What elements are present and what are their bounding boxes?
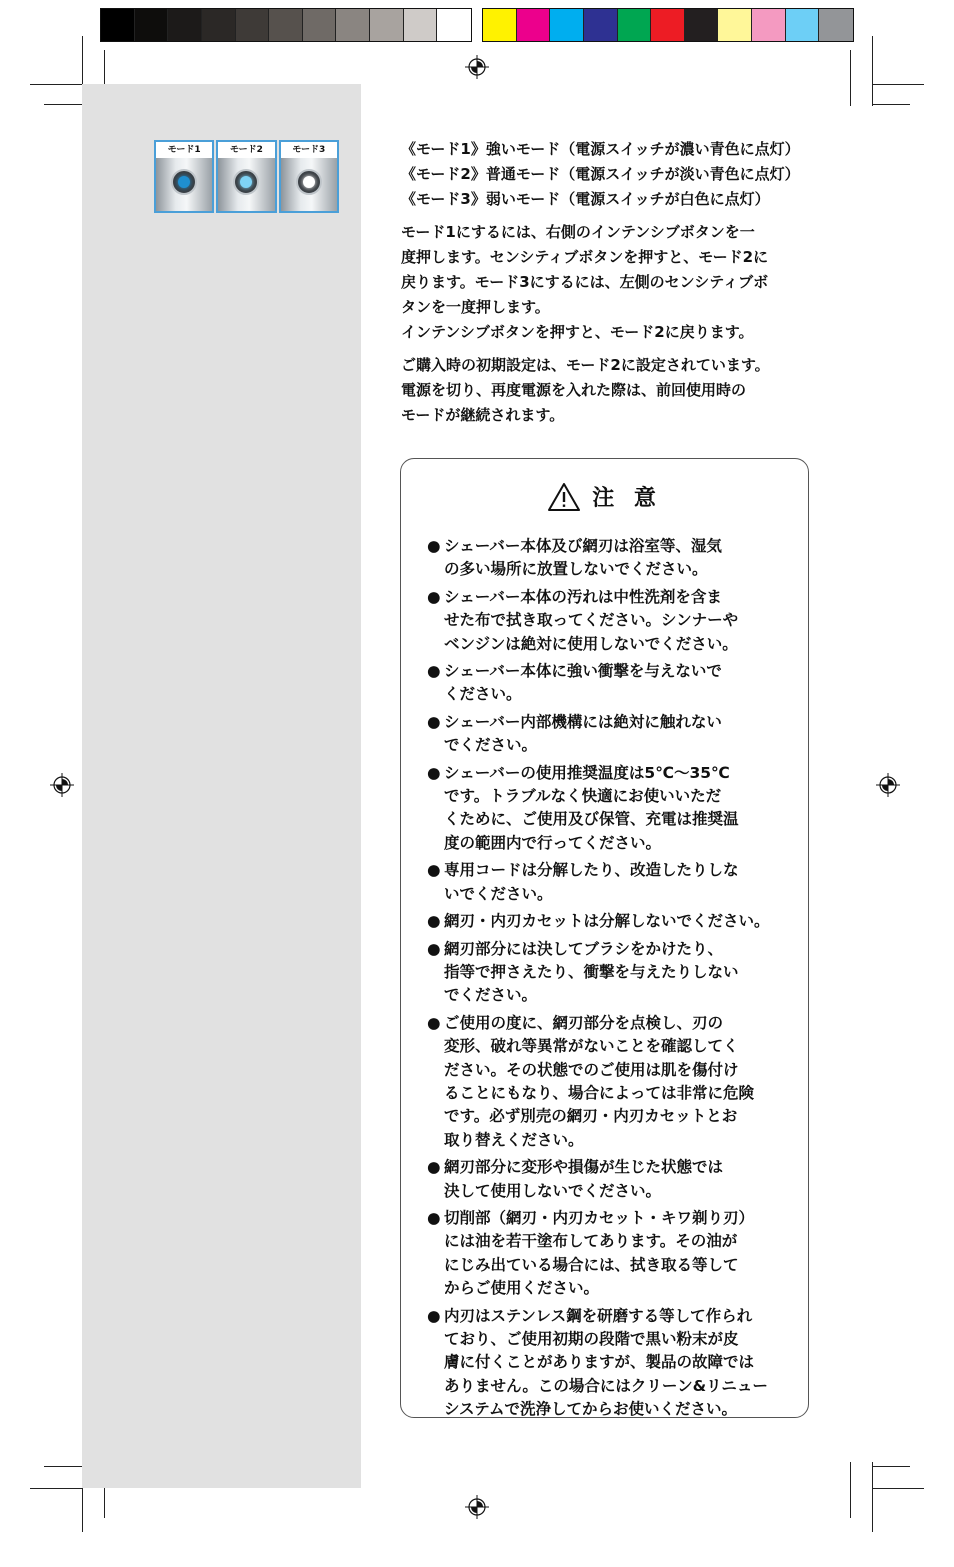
crop-mark — [30, 1488, 82, 1489]
caution-title: 注 意 — [592, 486, 662, 511]
bullet: ● — [427, 587, 441, 606]
shaver-illustration — [281, 158, 337, 211]
paragraph-line: インテンシブボタンを押すと、モード2に戻ります。 — [401, 323, 754, 341]
mode-line: 《モード3》弱いモード（電源スイッチが白色に点灯） — [401, 190, 770, 208]
paragraph-line: モード1にするには、右側のインテンシブボタンを一 — [401, 223, 755, 241]
color-swatch — [370, 9, 404, 41]
led-indicator — [303, 176, 315, 188]
caution-text: 内刃はステンレス鋼を研磨する等して作られ — [444, 1306, 753, 1325]
color-swatch — [651, 9, 685, 41]
caution-text: 専用コードは分解したり、改造したりしな — [444, 861, 739, 880]
caution-text: の多い場所に放置しないでください。 — [444, 560, 708, 579]
caution-item — [427, 859, 792, 906]
paragraph-line: 戻ります。モード3にするには、左側のセンシティブボ — [401, 273, 769, 291]
caution-item — [427, 711, 792, 758]
color-swatch — [517, 9, 551, 41]
paragraph-line: 電源を切り、再度電源を入れた際は、前回使用時の — [401, 381, 747, 399]
led-indicator — [178, 176, 190, 188]
caution-text: ご使用の度に、網刃部分を点検し、刃の — [444, 1013, 724, 1032]
side-margin-panel — [82, 84, 361, 1488]
default-setting-paragraph — [401, 353, 821, 428]
bullet: ● — [427, 1158, 441, 1177]
caution-text: システムで洗浄してからお使いください。 — [444, 1400, 737, 1419]
process-color-bar — [482, 8, 854, 42]
caution-text: 指等で押さえたり、衝撃を与えたりしない — [444, 962, 739, 981]
instructions-text — [401, 137, 821, 428]
caution-text: 網刃部分には決してブラシをかけたり、 — [444, 939, 724, 958]
caution-item — [427, 535, 792, 582]
crop-mark — [872, 1488, 924, 1489]
caution-item — [427, 586, 792, 656]
color-swatch — [819, 9, 853, 41]
crop-mark — [30, 84, 82, 85]
color-swatch — [236, 9, 270, 41]
registration-mark-left — [50, 773, 74, 797]
color-swatch — [752, 9, 786, 41]
color-swatch — [718, 9, 752, 41]
caution-item — [427, 910, 792, 933]
mode-label: モード1 — [156, 142, 212, 158]
crop-mark — [850, 50, 851, 106]
caution-text: せた布で拭き取ってください。シンナーや — [444, 611, 739, 630]
bullet: ● — [427, 1208, 441, 1227]
bullet: ● — [427, 537, 441, 555]
color-swatch — [168, 9, 202, 41]
caution-text: ることにもなり、場合によっては非常に危険 — [444, 1083, 755, 1102]
caution-text: には油を若干塗布してあります。その油が — [444, 1232, 738, 1251]
caution-text: 網刃部分に変形や損傷が生じた状態では — [444, 1158, 724, 1177]
mode-line: 《モード1》強いモード（電源スイッチが濃い青色に点灯） — [401, 140, 800, 158]
power-switch-icon — [296, 169, 322, 195]
bullet: ● — [427, 1013, 441, 1032]
caution-text: 変形、破れ等異常がないことを確認してく — [444, 1037, 739, 1056]
color-swatch — [202, 9, 236, 41]
caution-text: です。トラブルなく快適にお使いいただ — [444, 787, 722, 806]
bullet: ● — [427, 712, 441, 731]
color-swatch — [483, 9, 517, 41]
caution-text: からご使用ください。 — [444, 1279, 600, 1298]
caution-text: いでください。 — [444, 884, 553, 903]
mode-image — [279, 140, 339, 213]
crop-mark — [44, 1466, 82, 1467]
paragraph-line: モードが継続されます。 — [401, 406, 565, 424]
caution-list — [427, 535, 792, 1426]
caution-box — [400, 458, 809, 1418]
caution-text: 網刃・内刃カセットは分解しないでください。 — [444, 912, 770, 931]
caution-heading — [401, 481, 808, 512]
caution-item — [427, 938, 792, 1008]
power-switch-icon — [171, 169, 197, 195]
caution-item — [427, 1012, 792, 1152]
color-swatch — [786, 9, 820, 41]
caution-text: ありません。この場合にはクリーン&リニュー — [444, 1376, 768, 1395]
crop-mark — [872, 84, 924, 85]
caution-item — [427, 1207, 792, 1301]
crop-mark — [872, 104, 910, 105]
color-swatch — [269, 9, 303, 41]
caution-text: ださい。その状態でのご使用は肌を傷付け — [444, 1060, 739, 1079]
bullet: ● — [427, 861, 441, 880]
caution-text: 取り替えください。 — [444, 1130, 584, 1149]
crop-mark — [44, 104, 82, 105]
caution-text: シェーバー本体に強い衝撃を与えないで — [444, 662, 722, 681]
caution-text: シェーバー本体の汚れは中性洗剤を含ま — [444, 587, 722, 606]
color-swatch — [135, 9, 169, 41]
bullet: ● — [427, 1306, 441, 1325]
bullet: ● — [427, 763, 441, 782]
mode-label: モード2 — [218, 142, 274, 158]
caution-text: シェーバー本体及び網刃は浴室等、湿気 — [444, 537, 722, 555]
paragraph-line: ご購入時の初期設定は、モード2に設定されています。 — [401, 356, 770, 374]
caution-text: にじみ出ている場合には、拭き取る等して — [444, 1255, 739, 1274]
caution-text: くために、ご使用及び保管、充電は推奨温 — [444, 810, 739, 829]
caution-text: でください。 — [444, 986, 538, 1005]
mode-image — [154, 140, 214, 213]
bullet: ● — [427, 939, 441, 958]
registration-mark-bottom — [465, 1495, 489, 1519]
caution-text: 膚に付くことがありますが、製品の故障では — [444, 1353, 755, 1372]
color-swatch — [101, 9, 135, 41]
mode-image — [216, 140, 276, 213]
caution-text: ベンジンは絶対に使用しないでください。 — [444, 634, 738, 653]
paragraph-line: タンを一度押します。 — [401, 298, 550, 316]
caution-text: ください。 — [444, 685, 522, 704]
caution-text: 切削部（網刃・内刃カセット・キワ剃り刃） — [444, 1208, 755, 1227]
mode-switch-paragraph — [401, 220, 821, 345]
power-switch-icon — [233, 169, 259, 195]
crop-mark — [872, 1462, 873, 1532]
registration-mark-right — [876, 773, 900, 797]
caution-text: シェーバー内部機構には絶対に触れない — [444, 712, 722, 731]
crop-mark — [872, 1466, 910, 1467]
gray-color-bar — [100, 8, 472, 42]
color-swatch — [685, 9, 719, 41]
caution-text: ており、ご使用初期の段階で黒い粉末が皮 — [444, 1330, 739, 1348]
color-swatch — [584, 9, 618, 41]
warning-triangle-icon — [547, 482, 581, 512]
caution-item — [427, 1305, 792, 1422]
mode-line: 《モード2》普通モード（電源スイッチが淡い青色に点灯） — [401, 165, 800, 183]
shaver-illustration — [156, 158, 212, 211]
mode-label: モード3 — [281, 142, 337, 158]
crop-mark — [872, 36, 873, 106]
mode-descriptions — [401, 137, 821, 212]
paragraph-line: 度押します。センシティブボタンを押すと、モード2に — [401, 248, 769, 266]
caution-item — [427, 762, 792, 856]
registration-mark-top — [465, 55, 489, 79]
crop-mark — [850, 1462, 851, 1518]
caution-text: 決して使用しないでください。 — [444, 1181, 662, 1200]
caution-item — [427, 1156, 792, 1203]
led-indicator — [240, 176, 252, 188]
bullet: ● — [427, 662, 441, 681]
color-swatch — [437, 9, 471, 41]
color-swatch — [303, 9, 337, 41]
color-swatch — [336, 9, 370, 41]
caution-text: でください。 — [444, 736, 538, 755]
mode-illustration-strip — [154, 140, 339, 213]
color-swatch — [550, 9, 584, 41]
color-swatch — [618, 9, 652, 41]
color-swatch — [404, 9, 438, 41]
caution-text: 度の範囲内で行ってください。 — [444, 833, 662, 852]
bullet: ● — [427, 912, 441, 931]
caution-item — [427, 660, 792, 707]
shaver-illustration — [218, 158, 274, 211]
caution-text: です。必ず別売の網刃・内刃カセットとお — [444, 1107, 738, 1126]
caution-text: シェーバーの使用推奨温度は5℃〜35℃ — [444, 763, 730, 782]
